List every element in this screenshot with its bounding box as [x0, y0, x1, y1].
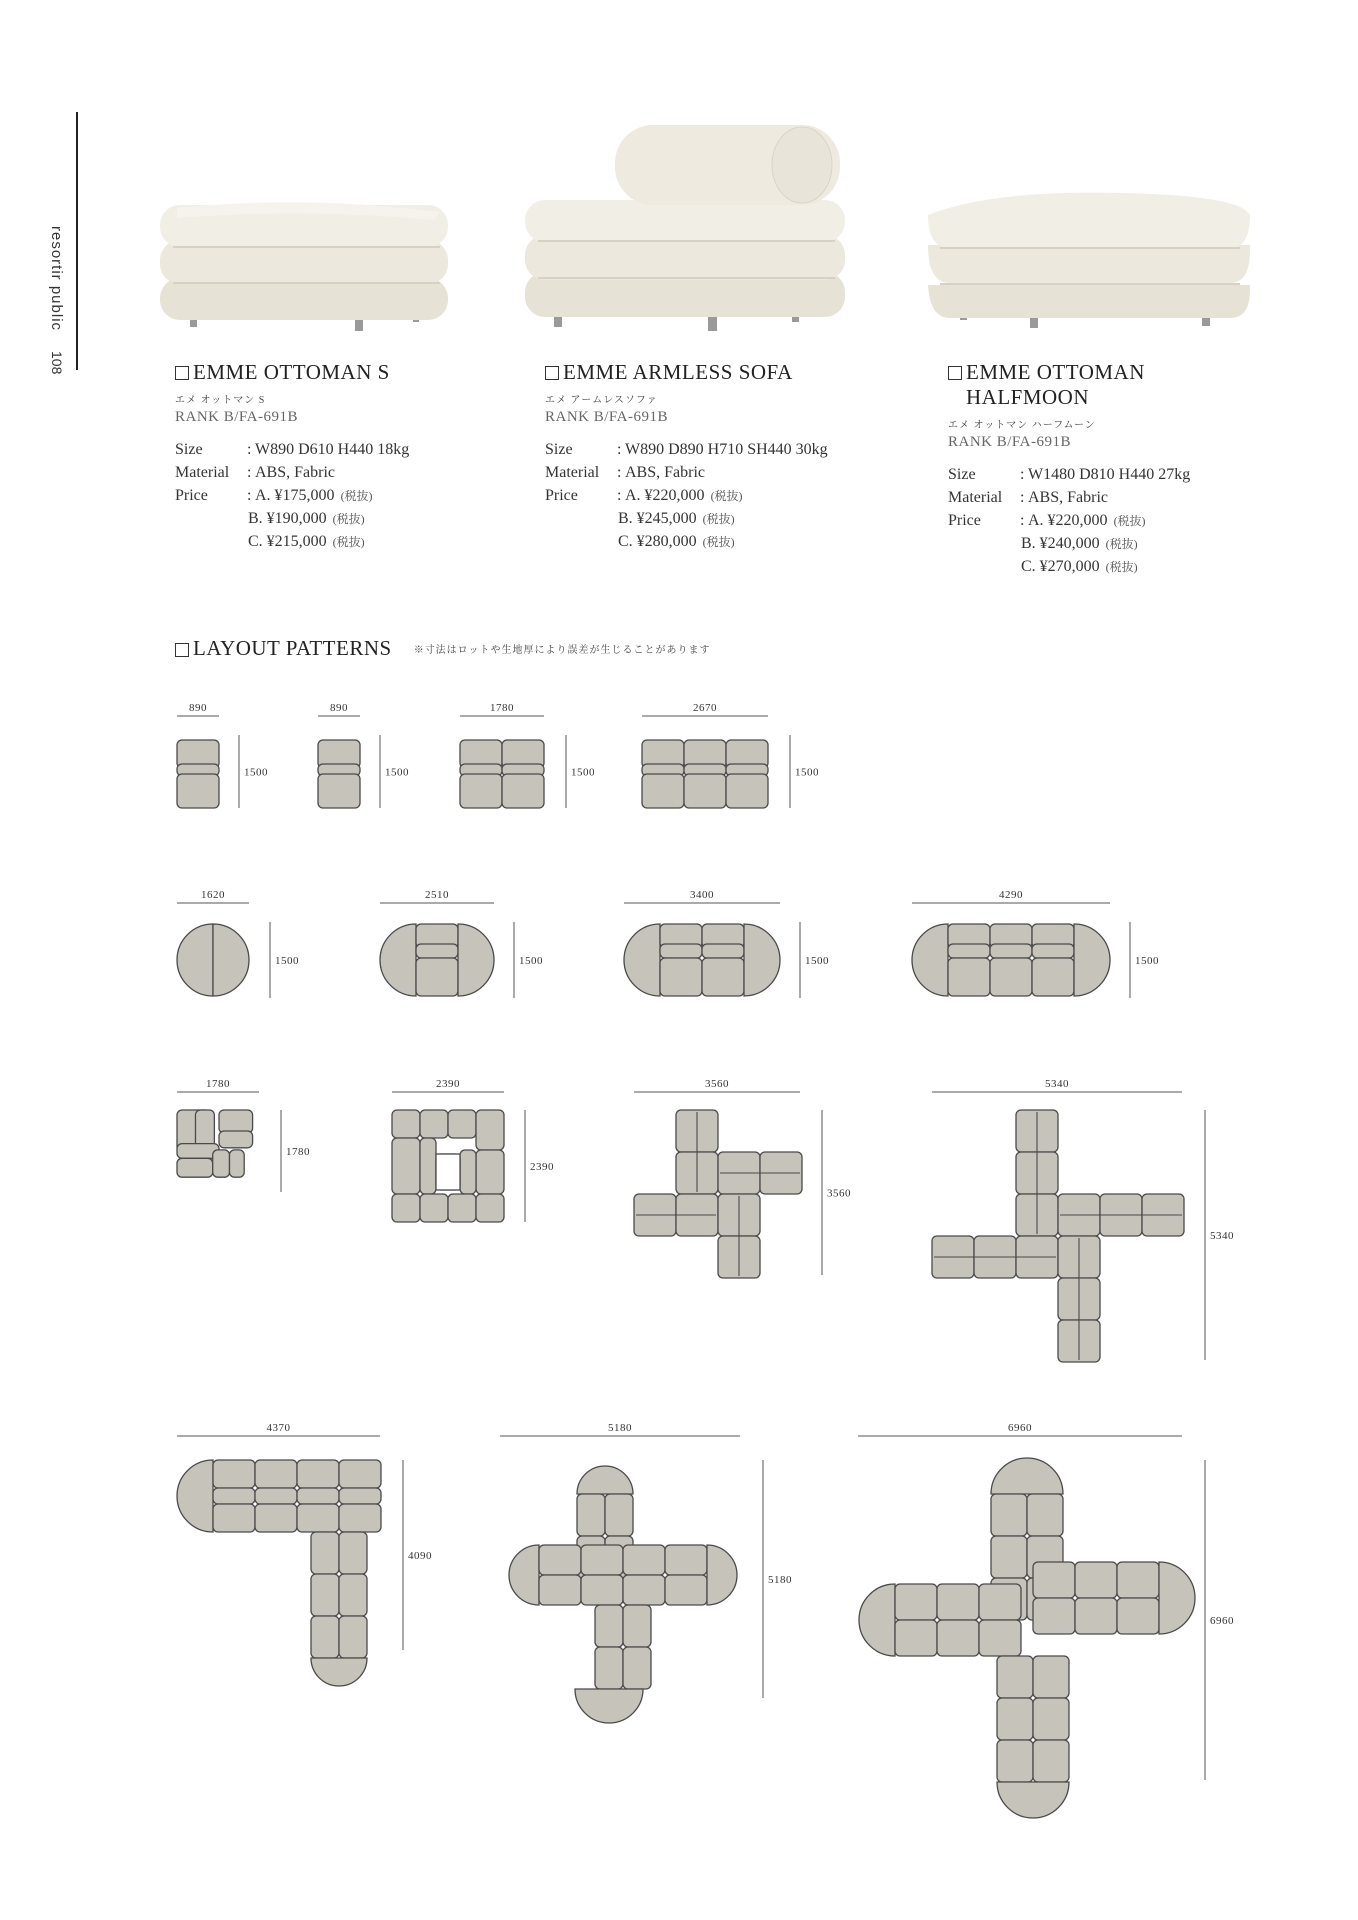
brand-name: resortir public [48, 226, 65, 332]
sofa-module [297, 1488, 339, 1504]
sofa-module [213, 1488, 255, 1504]
halfmoon-module [859, 1584, 895, 1656]
width-dimension-label: 1780 [206, 1078, 230, 1090]
sofa-module [979, 1620, 1021, 1656]
width-dimension-label: 2670 [693, 702, 717, 714]
depth-dimension-label: 5180 [768, 1574, 792, 1586]
halfmoon-module [177, 1460, 213, 1532]
size-label: Size [545, 440, 573, 458]
sofa-module [605, 1494, 633, 1536]
product-ottoman-halfmoon: EMME OTTOMAN HALFMOON エメ オットマン ハーフムーン RANK B/FA-691B Size : W1480 D810 H440 27kg Material : ABS, Fabric Price : A. ¥220,000 (税抜) B. ¥240,000 (税抜) C. ¥270,000 (税抜) [948, 360, 1278, 578]
width-dimension-label: 5340 [1045, 1078, 1069, 1090]
sofa-module [997, 1656, 1033, 1698]
product-rank: RANK B/FA-691B [948, 434, 1071, 450]
sofa-module [595, 1605, 623, 1647]
sofa-module [577, 1494, 605, 1536]
sofa-module [219, 1131, 253, 1148]
price-a: A. ¥220,000 (税抜) [1028, 511, 1146, 529]
sofa-module [339, 1488, 381, 1504]
halfmoon-module [1074, 924, 1110, 996]
sofa-module [997, 1740, 1033, 1782]
depth-dimension-label: 1500 [571, 766, 595, 779]
sofa-module [339, 1504, 381, 1532]
sofa-module [1033, 1698, 1069, 1740]
sofa-module [1075, 1598, 1117, 1634]
size-value: W1480 D810 H440 27kg [1028, 465, 1191, 483]
sofa-module [502, 774, 544, 808]
width-dimension-label: 4290 [999, 889, 1023, 901]
price-b: B. ¥190,000 (税抜) [248, 509, 365, 527]
price-label: Price [175, 486, 208, 504]
halfmoon-module [509, 1545, 539, 1605]
sofa-module [311, 1574, 339, 1616]
pattern-2390 [392, 1078, 554, 1222]
halfmoon-module [575, 1689, 643, 1723]
sofa-module [392, 1110, 420, 1138]
sofa-module [1033, 1562, 1075, 1598]
sofa-module [213, 1504, 255, 1532]
sofa-module [702, 944, 744, 958]
sofa-module [448, 1194, 476, 1222]
halfmoon-module [1159, 1562, 1195, 1634]
sofa-module [623, 1605, 651, 1647]
sofa-module [581, 1575, 623, 1605]
price-label: Price [545, 486, 578, 504]
product-kana: エメ オットマン ハーフムーン [948, 420, 1096, 431]
material-label: Material [948, 488, 1003, 506]
depth-dimension-label: 1500 [275, 955, 299, 967]
pattern-890-a [177, 702, 268, 808]
sofa-module [219, 1110, 253, 1133]
price-c: C. ¥280,000 (税抜) [618, 532, 735, 550]
width-dimension-label: 3560 [705, 1078, 729, 1090]
sofa-module [581, 1545, 623, 1575]
depth-dimension-label: 6960 [1210, 1615, 1234, 1627]
pattern-3400 [624, 889, 829, 998]
sofa-module [255, 1460, 297, 1488]
product-kana: エメ アームレスソファ [545, 395, 658, 406]
sofa-module [339, 1616, 367, 1658]
material-value: ABS, Fabric [255, 463, 335, 481]
sofa-module [991, 1494, 1027, 1536]
sofa-module [623, 1545, 665, 1575]
sofa-module [1033, 1598, 1075, 1634]
sofa-module [623, 1575, 665, 1605]
sofa-module [642, 774, 684, 808]
pattern-4290 [912, 889, 1159, 998]
sofa-module [255, 1504, 297, 1532]
product-kana: エメ オットマン S [175, 395, 266, 406]
width-dimension-label: 890 [330, 702, 348, 714]
size-label: Size [175, 440, 203, 458]
depth-dimension-label: 5340 [1210, 1230, 1234, 1242]
halfmoon-module [577, 1466, 633, 1494]
halfmoon-module [311, 1658, 367, 1686]
halfmoon-module [997, 1782, 1069, 1818]
sofa-module [177, 1158, 213, 1177]
pattern-5340 [932, 1078, 1234, 1362]
price-label: Price [948, 511, 981, 529]
layout-patterns-note: ※寸法はロットや生地厚により誤差が生じることがあります [413, 645, 711, 656]
sofa-module [339, 1532, 367, 1574]
sofa-module [948, 958, 990, 996]
material-label: Material [175, 463, 230, 481]
halfmoon-module [744, 924, 780, 996]
material-label: Material [545, 463, 600, 481]
product-rank: RANK B/FA-691B [545, 409, 668, 425]
sofa-module [318, 774, 360, 808]
sofa-module [476, 1194, 504, 1222]
width-dimension-label: 6960 [1008, 1422, 1032, 1434]
halfmoon-module [624, 924, 660, 996]
depth-dimension-label: 1500 [795, 766, 819, 779]
sofa-module [416, 944, 458, 958]
sofa-module [660, 958, 702, 996]
pattern-2510 [380, 889, 543, 998]
material-value: ABS, Fabric [1028, 488, 1108, 506]
price-b: B. ¥245,000 (税抜) [618, 509, 735, 527]
size-label: Size [948, 465, 976, 483]
product-title: EMME OTTOMAN S [175, 360, 505, 385]
sofa-module [420, 1110, 448, 1138]
sofa-module [448, 1110, 476, 1138]
material-value: ABS, Fabric [625, 463, 705, 481]
sofa-module [1117, 1598, 1159, 1634]
sofa-module [1033, 1740, 1069, 1782]
pattern-890-b [318, 702, 409, 808]
sofa-module [311, 1616, 339, 1658]
halfmoon-module [177, 924, 213, 996]
depth-dimension-label: 1500 [385, 766, 409, 779]
sofa-module [1033, 1656, 1069, 1698]
pattern-2670 [642, 702, 819, 808]
width-dimension-label: 890 [189, 702, 207, 714]
product-ottoman-s: EMME OTTOMAN S エメ オットマン S RANK B/FA-691B Size : W890 D610 H440 18kg Material : ABS, Fabric Price : A. ¥175,000 (税抜) B. ¥190,000 (税抜) C. ¥215,000 (税抜) [175, 360, 505, 553]
depth-dimension-label: 1780 [286, 1146, 310, 1158]
sofa-module [895, 1584, 937, 1620]
sofa-module [595, 1647, 623, 1689]
product-armless-sofa: EMME ARMLESS SOFA エメ アームレスソファ RANK B/FA-691B Size : W890 D890 H710 SH440 30kg Material : ABS, Fabric Price : A. ¥220,000 (税抜) B. ¥245,000 (税抜) C. ¥280,000 (税抜) [545, 360, 915, 553]
sofa-module [213, 1150, 230, 1177]
sofa-module [1032, 958, 1074, 996]
sofa-module [623, 1647, 651, 1689]
sofa-module [1032, 944, 1074, 958]
product-rank: RANK B/FA-691B [175, 409, 298, 425]
sofa-module [476, 1150, 504, 1194]
halfmoon-module [912, 924, 948, 996]
width-dimension-label: 3400 [690, 889, 714, 901]
price-c: C. ¥270,000 (税抜) [1021, 557, 1138, 575]
sofa-module [311, 1532, 339, 1574]
sofa-module [177, 774, 219, 808]
halfmoon-module [458, 924, 494, 996]
sofa-module [420, 1194, 448, 1222]
sofa-module [702, 958, 744, 996]
price-c: C. ¥215,000 (税抜) [248, 532, 365, 550]
pattern-6960 [858, 1422, 1234, 1818]
pattern-1780-square [177, 1078, 310, 1192]
sofa-module [997, 1698, 1033, 1740]
product-title: EMME OTTOMAN HALFMOON [948, 360, 1278, 410]
sofa-module [230, 1150, 245, 1177]
sofa-module [460, 1150, 476, 1194]
pattern-1780 [460, 702, 595, 808]
sofa-module [392, 1194, 420, 1222]
sofa-module [539, 1575, 581, 1605]
depth-dimension-label: 1500 [519, 955, 543, 967]
width-dimension-label: 1780 [490, 702, 514, 714]
depth-dimension-label: 1500 [805, 955, 829, 967]
sofa-module [948, 944, 990, 958]
sofa-module [684, 774, 726, 808]
sofa-module [339, 1460, 381, 1488]
sofa-module [1117, 1562, 1159, 1598]
halfmoon-module [991, 1458, 1063, 1494]
sofa-module [539, 1545, 581, 1575]
width-dimension-label: 2390 [436, 1078, 460, 1090]
page-number: 108 [49, 351, 65, 375]
sofa-module [726, 774, 768, 808]
sofa-module [339, 1574, 367, 1616]
sofa-module [660, 944, 702, 958]
sofa-module [1075, 1562, 1117, 1598]
sofa-module [476, 1110, 504, 1150]
sofa-module [460, 774, 502, 808]
size-value: W890 D610 H440 18kg [255, 440, 410, 458]
width-dimension-label: 2510 [425, 889, 449, 901]
width-dimension-label: 1620 [201, 889, 225, 901]
sofa-module [1027, 1494, 1063, 1536]
sofa-module [255, 1488, 297, 1504]
depth-dimension-label: 1500 [1135, 955, 1159, 967]
size-value: W890 D890 H710 SH440 30kg [625, 440, 828, 458]
sofa-module [392, 1138, 420, 1194]
sofa-module [979, 1584, 1021, 1620]
halfmoon-module [213, 924, 249, 996]
sofa-module [665, 1575, 707, 1605]
sofa-module [297, 1504, 339, 1532]
depth-dimension-label: 1500 [244, 766, 268, 779]
sofa-module [416, 958, 458, 996]
layout-patterns-title: LAYOUT PATTERNS [193, 636, 392, 660]
halfmoon-module [380, 924, 416, 996]
sofa-module [213, 1460, 255, 1488]
price-a: A. ¥220,000 (税抜) [625, 486, 743, 504]
halfmoon-module [707, 1545, 737, 1605]
pattern-5180 [500, 1422, 792, 1723]
depth-dimension-label: 2390 [530, 1161, 554, 1173]
pattern-1620 [177, 889, 299, 998]
pattern-4370 [177, 1422, 432, 1686]
width-dimension-label: 4370 [266, 1422, 291, 1434]
depth-dimension-label: 3560 [827, 1187, 851, 1200]
price-b: B. ¥240,000 (税抜) [1021, 534, 1138, 552]
sofa-module [895, 1620, 937, 1656]
width-dimension-label: 5180 [608, 1422, 632, 1434]
sofa-module [991, 1536, 1027, 1578]
sofa-module [937, 1620, 979, 1656]
sofa-module [665, 1545, 707, 1575]
sofa-module [990, 944, 1032, 958]
sofa-module [297, 1460, 339, 1488]
sofa-module [990, 958, 1032, 996]
sofa-module [420, 1138, 436, 1194]
sofa-module [937, 1584, 979, 1620]
pattern-3560 [634, 1078, 851, 1278]
depth-dimension-label: 4090 [408, 1550, 432, 1562]
price-a: A. ¥175,000 (税抜) [255, 486, 373, 504]
product-title: EMME ARMLESS SOFA [545, 360, 915, 385]
